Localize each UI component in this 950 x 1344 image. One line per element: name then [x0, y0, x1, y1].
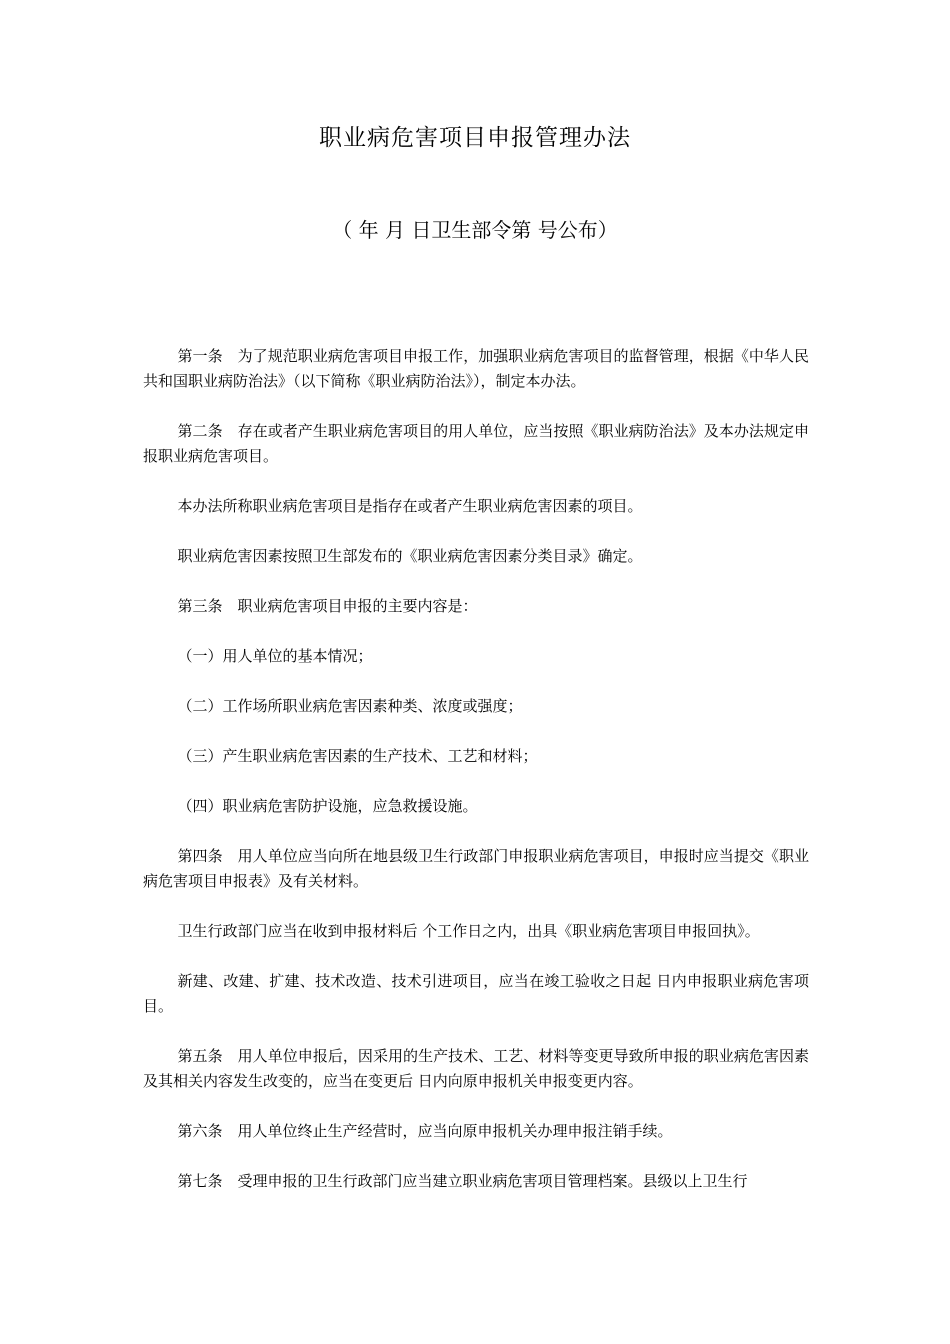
blank-line [143, 669, 809, 694]
document-title: 职业病危害项目申报管理办法 [319, 125, 631, 151]
article-3-item-1: （一）用人单位的基本情况； [177, 647, 373, 665]
blank-line [143, 394, 809, 419]
blank-line [143, 1094, 809, 1119]
article-4-paragraph-2: 卫生行政部门应当在收到申报材料后 个工作日之内，出具《职业病危害项目申报回执》。 [177, 922, 760, 940]
article-7: 第七条 受理申报的卫生行政部门应当建立职业病危害项目管理档案。县级以上卫生行 [177, 1172, 748, 1190]
blank-line [143, 1019, 809, 1044]
blank-line [143, 819, 809, 844]
blank-line [143, 719, 809, 744]
article-3: 第三条 职业病危害项目申报的主要内容是： [177, 597, 478, 615]
blank-line [143, 569, 809, 594]
blank-line [143, 469, 809, 494]
blank-line [143, 619, 809, 644]
article-1: 第一条 为了规范职业病危害项目申报工作，加强职业病危害项目的监督管理，根据《中华人民共和国职业病防治法》（以下简称《职业病防治法》），制定本办法。 [143, 347, 809, 390]
article-6: 第六条 用人单位终止生产经营时，应当向原申报机关办理申报注销手续。 [177, 1122, 673, 1140]
article-2-paragraph-3: 职业病危害因素按照卫生部发布的《职业病危害因素分类目录》确定。 [177, 547, 643, 565]
article-4: 第四条 用人单位应当向所在地县级卫生行政部门申报职业病危害项目，申报时应当提交《职业病危害项目申报表》及有关材料。 [143, 847, 809, 890]
blank-line [143, 519, 809, 544]
article-3-item-2: （二）工作场所职业病危害因素种类、浓度或强度； [177, 697, 523, 715]
article-3-item-3: （三）产生职业病危害因素的生产技术、工艺和材料； [177, 747, 538, 765]
article-4-paragraph-3: 新建、改建、扩建、技术改造、技术引进项目，应当在竣工验收之日起 日内申报职业病危害项目。 [143, 972, 809, 1015]
blank-line [143, 1144, 809, 1169]
article-2-paragraph-2: 本办法所称职业病危害项目是指存在或者产生职业病危害因素的项目。 [177, 497, 643, 515]
article-3-item-4: （四）职业病危害防护设施，应急救援设施。 [177, 797, 478, 815]
blank-line [143, 894, 809, 919]
article-5: 第五条 用人单位申报后，因采用的生产技术、工艺、材料等变更导致所申报的职业病危害因素及其相关内容发生改变的，应当在变更后 日内向原申报机关申报变更内容。 [143, 1047, 809, 1090]
blank-line [143, 769, 809, 794]
article-2: 第二条 存在或者产生职业病危害项目的用人单位，应当按照《职业病防治法》及本办法规定申报职业病危害项目。 [143, 422, 809, 465]
blank-line [143, 944, 809, 969]
document-body [143, 344, 809, 1194]
document-subtitle: （ 年 月 日卫生部令第 号公布） [332, 218, 618, 242]
